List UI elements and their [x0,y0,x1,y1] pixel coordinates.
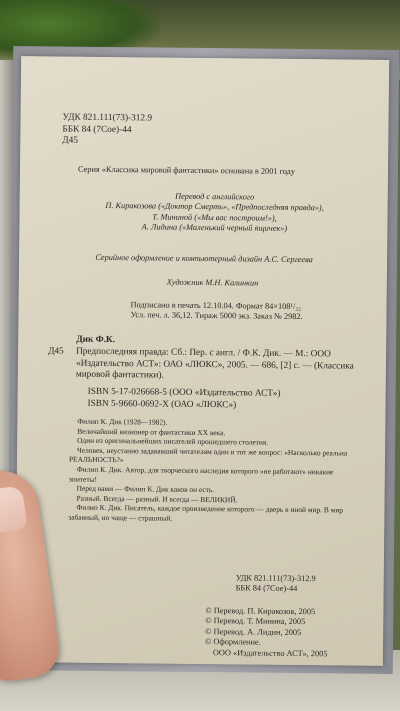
annotation-line: Перед вами — Филип К. Дик каков он есть. [76,483,215,495]
copyright-line: © Перевод. П. Киракозов, 2005 [205,606,316,617]
imprint-page [15,56,389,666]
annotation-line: Филип К. Дик (1928—1982). [77,416,168,427]
series-line [78,165,295,178]
author-code-left-text: Д45 [48,346,64,357]
author-heading [76,335,115,347]
design-text: Серийное оформление и компьютерный дизайн А.С. Сергеева [95,252,313,265]
bbk-code-top: ББК 84 (7Сое)-44 [62,124,132,135]
udk-code-bottom: УДК 821.111(73)-312.9 [235,573,316,584]
copyright-line: © Перевод. Т. Минина, 2005 [205,616,306,627]
annotation-line: Человек, неустанно задававший читателям один и тот же вопрос: «Насколько реальна РЕАЛЬНОСТЬ?» [68,445,348,465]
annotation-line: Величайший визионер от фантастики XX века. [77,426,226,437]
print-info-line: Подписано в печать 12.10.04. Формат 84×108¹/₃₂ [130,300,302,312]
print-info [130,300,302,323]
author-heading-text: Дик Ф.К. [76,334,116,346]
bbk-code-bottom: ББК 84 (7Сое)-44 [235,583,298,594]
classification-top [62,113,152,148]
udk-code-top: УДК 821.111(73)-312.9 [62,112,153,124]
copyright-line: ООО «Издательство АСТ», 2005 [212,647,328,658]
isbn-line: ISBN 5-17-026668-5 (ООО «Издательство АСТ») [87,386,281,399]
copyright-line: © Оформление. [205,637,261,647]
annotation-line: Один из оригинальнейших писателей прошедшего столетия. [77,435,269,447]
isbn-block [87,387,280,412]
thumb-nail [0,485,28,533]
copyright-line: © Перевод. А. Лидин, 2005 [205,626,302,637]
design-line [59,252,349,265]
translation-line: Т. Мининой («Мы вас построим!»), [152,212,277,223]
translation-line: А. Лидина («Маленький черный ящичек») [141,222,288,234]
annotation-line: Филип К. Дик. Автор, для творческого наследия которого «не работают» никакие эпитеты! [68,464,334,484]
copyright-block [205,606,328,659]
annotation-line: Разный. Всегда — разный. И всегда — ВЕЛИКИЙ. [76,493,238,505]
translation-block [79,191,349,235]
artist-line [167,278,259,289]
print-info-line: Усл. печ. л. 36,12. Тираж 5000 экз. Заказ № 2982. [130,310,303,322]
annotation-block [68,417,357,526]
author-code-top: Д45 [62,135,78,146]
series-text: Серия «Классика мировой фантастики» основана в 2001 году [77,164,296,176]
isbn-line: ISBN 5-9660-0692-X (ОАО «ЛЮКС») [87,398,237,410]
author-code-left [48,346,75,358]
classification-bottom [236,573,316,595]
translation-line: П. Киракозова («Доктор Смерть», «Предпоследняя правда»), [105,201,324,213]
artist-text: Художник М.Н. Калинкин [166,277,259,288]
annotation-line: Филип К. Дик. Писатель, каждое произведение которого — дверь в иной мир. В мир забавный, но чаще — страшный. [68,503,344,523]
bibliographic-entry [76,347,354,384]
bibliographic-entry-text: Предпоследняя правда: Сб.: Пер. с англ. / Ф.К. Дик. — М.: ООО «Издательство АСТ»: ОАО «ЛЮКС», 2005. — 686, [2] с. — (Классика мировой фантастики). [75,346,354,381]
translation-line: Перевод с английского [175,191,255,202]
